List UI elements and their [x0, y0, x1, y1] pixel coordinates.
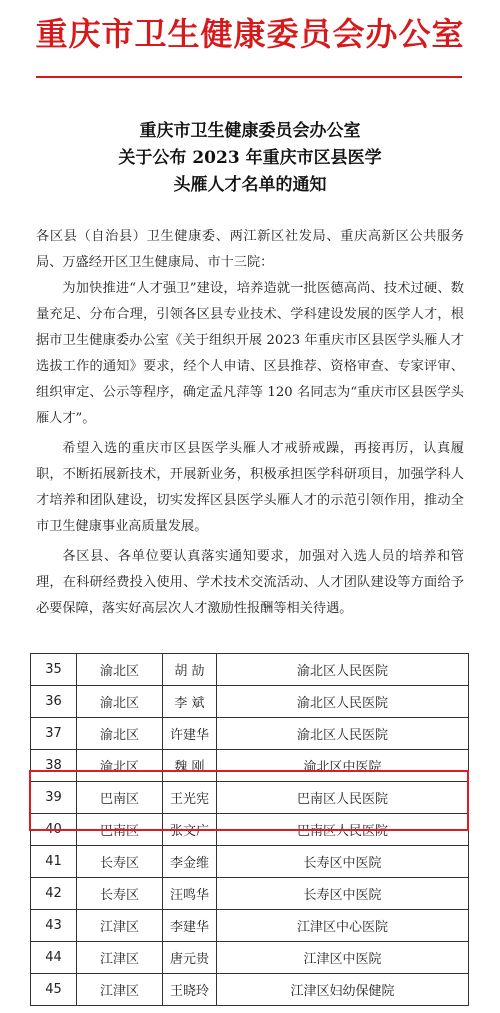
row-hospital: 巴南区人民医院 — [217, 814, 469, 846]
row-number: 37 — [31, 718, 77, 750]
table-row — [31, 750, 469, 782]
row-name: 李金维 — [163, 846, 217, 878]
table-row — [31, 654, 469, 686]
row-hospital: 江津区中医院 — [217, 942, 469, 974]
row-name: 李 斌 — [163, 686, 217, 718]
row-name: 许建华 — [163, 718, 217, 750]
row-hospital: 渝北区人民医院 — [217, 718, 469, 750]
row-hospital: 江津区妇幼保健院 — [217, 974, 469, 1006]
red-divider — [36, 76, 462, 78]
row-district: 渝北区 — [77, 654, 163, 686]
row-district: 渝北区 — [77, 750, 163, 782]
row-number: 42 — [31, 878, 77, 910]
roster-table-wrap — [30, 653, 468, 1006]
paragraph: 各区县、各单位要认真落实通知要求，加强对入选人员的培养和管理，在科研经费投入使用、学术技术交流活动、人才团队建设等方面给予必要保障，落实好高层次人才激励性报酬等相关待遇。 — [36, 549, 464, 616]
row-hospital: 江津区中心医院 — [217, 910, 469, 942]
row-name: 唐元贵 — [163, 942, 217, 974]
row-district: 江津区 — [77, 974, 163, 1006]
row-name: 魏 刚 — [163, 750, 217, 782]
row-hospital: 巴南区人民医院 — [217, 782, 469, 814]
row-number: 44 — [31, 942, 77, 974]
row-hospital: 长寿区中医院 — [217, 878, 469, 910]
row-district: 江津区 — [77, 910, 163, 942]
table-row — [31, 878, 469, 910]
row-name: 胡 劼 — [163, 654, 217, 686]
row-name: 王晓玲 — [163, 974, 217, 1006]
row-name: 汪鸣华 — [163, 878, 217, 910]
row-name: 王光宪 — [163, 782, 217, 814]
row-number: 39 — [31, 782, 77, 814]
row-number: 40 — [31, 814, 77, 846]
paragraph: 为加快推进“人才强卫”建设，培养造就一批医德高尚、技术过硬、数量充足、分布合理，引领各区县专业技术、学科建设发展的医学人才，根据市卫生健康委办公室《关于组织开展 2023 年重庆市区县医学头雁人才选拔工作的通知》要求，经个人申请、区县推荐、资格审查、专家评审、组织审定、公示等程序，确定孟凡萍等 120 名同志为“重庆市区县医学头雁人才”。 — [36, 281, 464, 426]
table-row — [31, 942, 469, 974]
table-row — [31, 814, 469, 846]
row-number: 36 — [31, 686, 77, 718]
title-line-3: 头雁人才名单的通知 — [173, 175, 327, 195]
row-district: 巴南区 — [77, 782, 163, 814]
title-line-2: 关于公布 2023 年重庆市区县医学 — [118, 148, 382, 168]
row-name: 张文广 — [163, 814, 217, 846]
salutation: 各区县（自治县）卫生健康委、两江新区社发局、重庆高新区公共服务局、万盛经开区卫生健康局、市十三院： — [36, 229, 464, 270]
notice-body — [36, 224, 464, 622]
row-hospital: 渝北区中医院 — [217, 750, 469, 782]
row-number: 45 — [31, 974, 77, 1006]
row-district: 渝北区 — [77, 686, 163, 718]
row-district: 江津区 — [77, 942, 163, 974]
row-hospital: 长寿区中医院 — [217, 846, 469, 878]
table-row — [31, 910, 469, 942]
row-district: 巴南区 — [77, 814, 163, 846]
row-hospital: 渝北区人民医院 — [217, 654, 469, 686]
title-line-1: 重庆市卫生健康委员会办公室 — [139, 121, 361, 141]
row-number: 43 — [31, 910, 77, 942]
row-hospital: 渝北区人民医院 — [217, 686, 469, 718]
row-number: 41 — [31, 846, 77, 878]
row-district: 长寿区 — [77, 846, 163, 878]
paragraph: 希望入选的重庆市区县医学头雁人才戒骄戒躁，再接再厉，认真履职，不断拓展新技术，开展新业务，积极承担医学科研项目，加强学科人才培养和团队建设，切实发挥区县医学头雁人才的示范引领作用，推动全市卫生健康事业高质量发展。 — [36, 441, 464, 534]
row-number: 38 — [31, 750, 77, 782]
row-district: 渝北区 — [77, 718, 163, 750]
table-row — [31, 974, 469, 1006]
table-row — [31, 718, 469, 750]
letterhead — [0, 0, 500, 80]
org-title: 重庆市卫生健康委员会办公室 — [35, 15, 465, 53]
table-row — [31, 846, 469, 878]
notice-title — [0, 118, 500, 199]
row-number: 35 — [31, 654, 77, 686]
row-name: 李建华 — [163, 910, 217, 942]
table-row — [31, 686, 469, 718]
roster-table — [30, 653, 469, 1006]
row-district: 长寿区 — [77, 878, 163, 910]
table-row — [31, 782, 469, 814]
